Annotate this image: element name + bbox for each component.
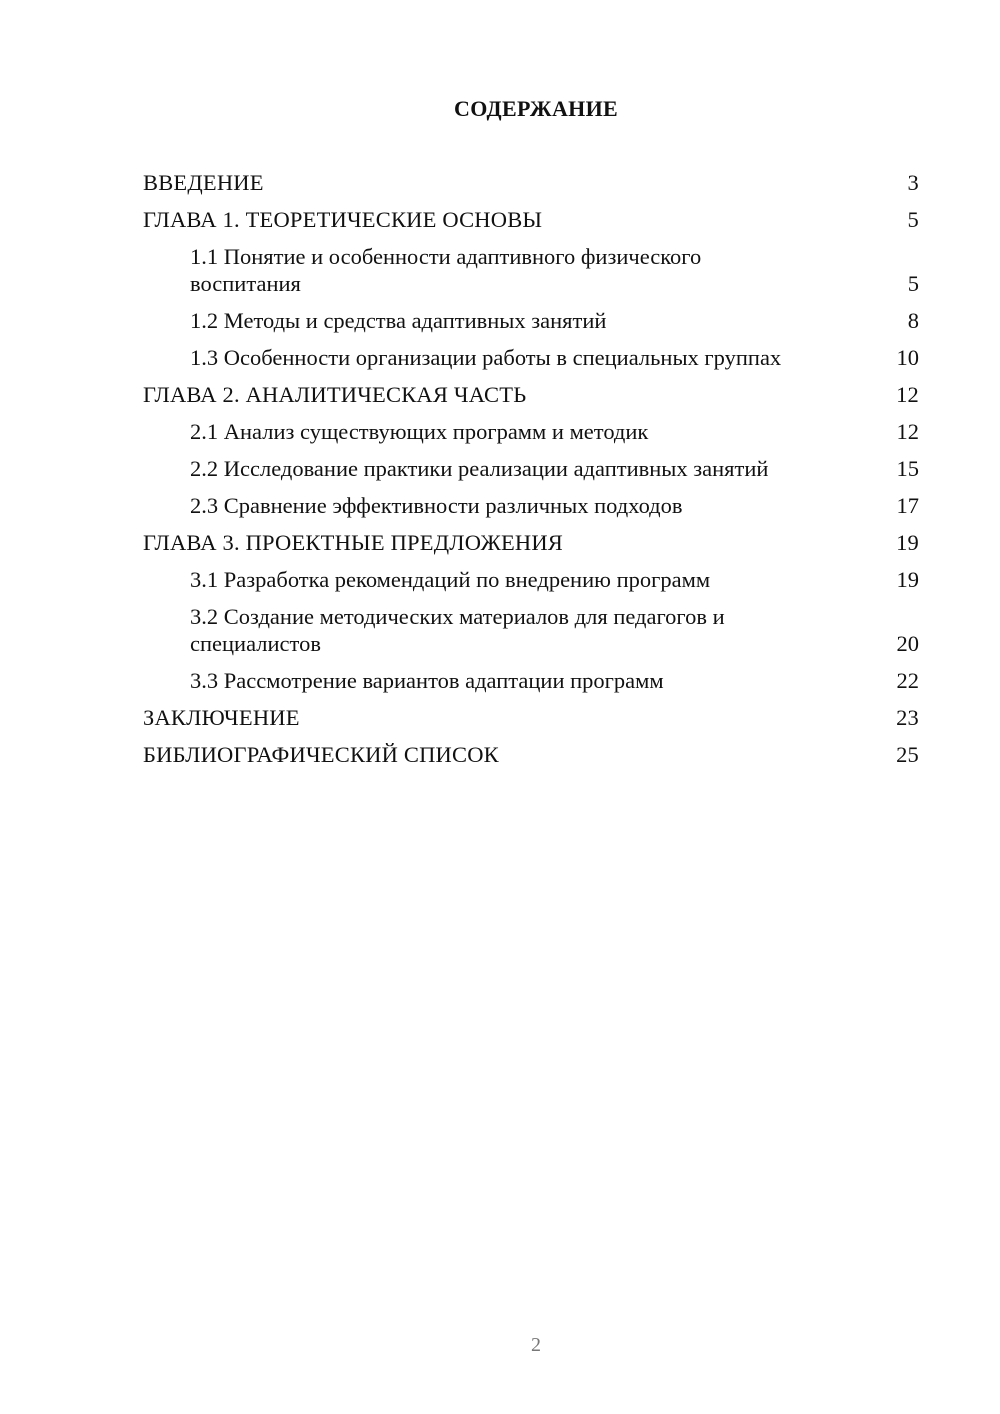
- toc-entry-section-2-1: [143, 418, 919, 445]
- toc-entry-section-3-2: [143, 603, 919, 657]
- toc-entry-conclusion: [143, 704, 919, 731]
- toc-entry-title: ГЛАВА 1. ТЕОРЕТИЧЕСКИЕ ОСНОВЫ: [143, 207, 543, 232]
- page-number: 2: [531, 1334, 541, 1356]
- toc-entry-title: ГЛАВА 2. АНАЛИТИЧЕСКАЯ ЧАСТЬ: [143, 382, 527, 407]
- toc-entry-section-3-3: [143, 667, 919, 694]
- page-title: СОДЕРЖАНИЕ: [454, 96, 618, 121]
- toc-entry-page: 3: [907, 170, 919, 195]
- toc-entry-section-3-1: [143, 566, 919, 593]
- toc-entry-page: 19: [896, 567, 919, 592]
- toc-entry-title: 1.3 Особенности организации работы в специальных группах: [190, 345, 782, 370]
- toc-entry-section-2-3: [143, 492, 919, 519]
- toc-entry-chapter-1: [143, 206, 919, 233]
- toc-entry-title: 3.1 Разработка рекомендаций по внедрению программ: [190, 567, 711, 592]
- table-of-contents: [143, 169, 919, 778]
- toc-entry-page: 19: [896, 530, 919, 555]
- toc-entry-title: ВВЕДЕНИЕ: [143, 170, 264, 195]
- toc-entry-bibliography: [143, 741, 919, 768]
- toc-entry-section-1-2: [143, 307, 919, 334]
- toc-entry-section-2-2: [143, 455, 919, 482]
- toc-entry-title: БИБЛИОГРАФИЧЕСКИЙ СПИСОК: [143, 742, 499, 767]
- toc-entry-page: 22: [896, 668, 919, 693]
- toc-entry-title: 2.3 Сравнение эффективности различных подходов: [190, 493, 683, 518]
- toc-entry-page: 5: [907, 271, 919, 296]
- toc-entry-page: 17: [896, 493, 919, 518]
- toc-entry-page: 12: [896, 382, 919, 407]
- toc-entry-introduction: [143, 169, 919, 196]
- toc-entry-page: 10: [896, 345, 919, 370]
- toc-entry-title: 2.2 Исследование практики реализации адаптивных занятий: [190, 456, 769, 481]
- toc-entry-title: 1.1 Понятие и особенности адаптивного физического воспитания: [190, 244, 702, 296]
- toc-entry-section-1-3: [143, 344, 919, 371]
- toc-entry-chapter-2: [143, 381, 919, 408]
- toc-entry-page: 15: [896, 456, 919, 481]
- toc-entry-page: 20: [896, 631, 919, 656]
- toc-entry-page: 25: [896, 742, 919, 767]
- toc-entry-title: ГЛАВА 3. ПРОЕКТНЫЕ ПРЕДЛОЖЕНИЯ: [143, 530, 564, 555]
- toc-entry-page: 23: [896, 705, 919, 730]
- toc-entry-chapter-3: [143, 529, 919, 556]
- toc-entry-title: 3.3 Рассмотрение вариантов адаптации программ: [190, 668, 664, 693]
- toc-entry-title: 1.2 Методы и средства адаптивных занятий: [190, 308, 607, 333]
- toc-entry-page: 5: [907, 207, 919, 232]
- toc-entry-page: 8: [907, 308, 919, 333]
- toc-entry-title: 3.2 Создание методических материалов для педагогов и специалистов: [190, 604, 725, 656]
- toc-entry-section-1-1: [143, 243, 919, 297]
- toc-entry-title: 2.1 Анализ существующих программ и методик: [190, 419, 649, 444]
- toc-entry-page: 12: [896, 419, 919, 444]
- toc-entry-title: ЗАКЛЮЧЕНИЕ: [143, 705, 300, 730]
